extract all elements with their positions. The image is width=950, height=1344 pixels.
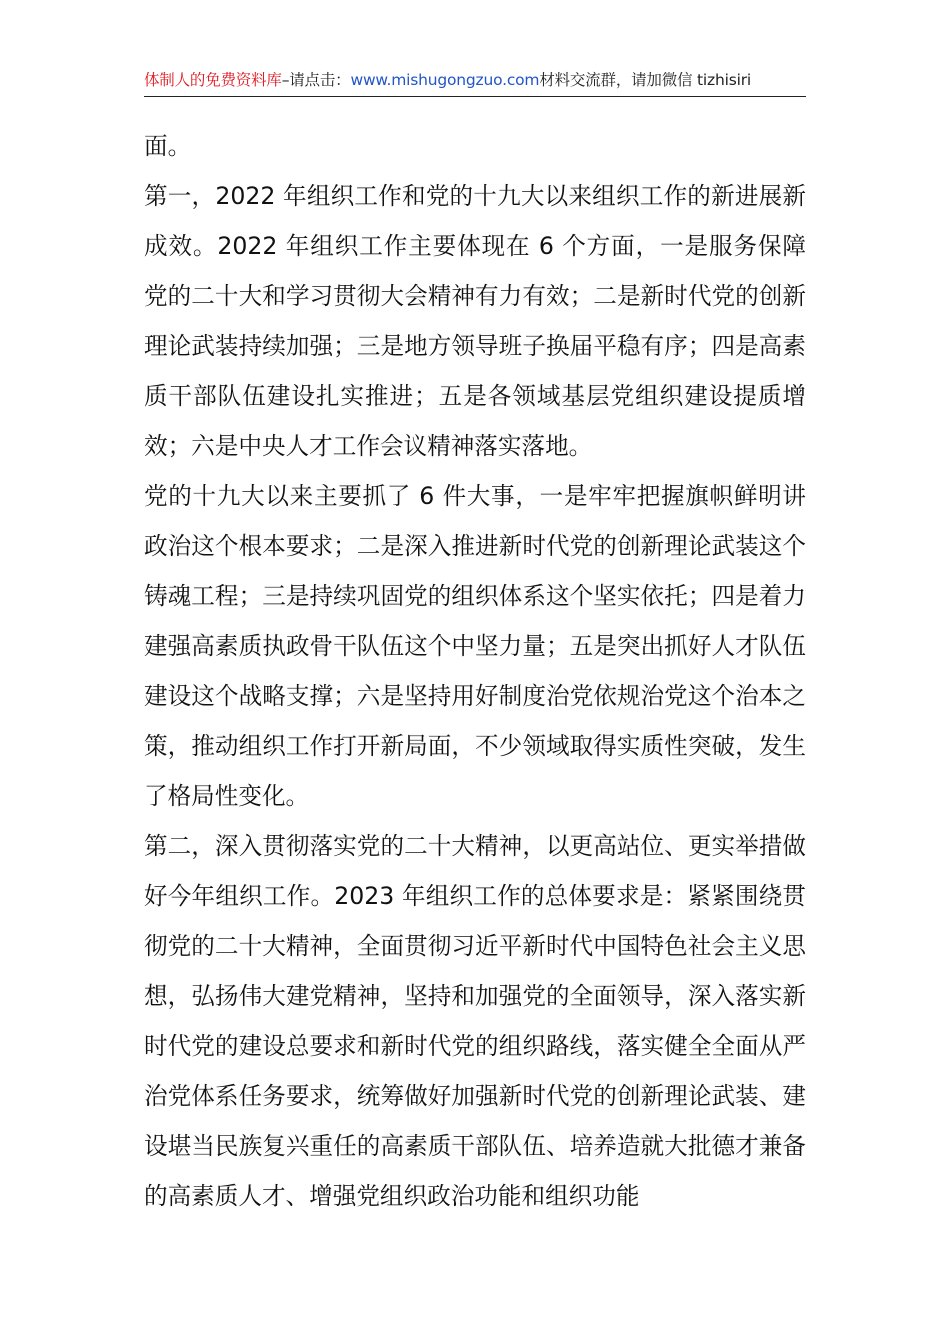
header-url-link[interactable]: www.mishugongzuo.com — [350, 71, 540, 89]
header-brand: 体制人的免费资料库 — [144, 71, 282, 89]
header-contact-text: 材料交流群，请加微信 tizhisiri — [539, 71, 751, 89]
paragraph: 党的十九大以来主要抓了 6 件大事，一是牢牢把握旗帜鲜明讲政治这个根本要求；二是深入推进新时代党的创新理论武装这个铸魂工程；三是持续巩固党的组织体系这个坚实依托；四是着力建强高素质执政骨干队伍这个中坚力量；五是突出抓好人才队伍建设这个战略支撑；六是坚持用好制度治党依规治党这个治本之策，推动组织工作打开新局面，不少领域取得实质性突破，发生了格局性变化。 — [144, 482, 806, 810]
paragraph: 面。 — [144, 132, 192, 160]
paragraph: 第一，2022 年组织工作和党的十九大以来组织工作的新进展新成效。2022 年组织工作主要体现在 6 个方面，一是服务保障党的二十大和学习贯彻大会精神有力有效；二是新时代党的创新理论武装持续加强；三是地方领导班子换届平稳有序；四是高素质干部队伍建设扎实推进；五是各领域基层党组织建设提质增效；六是中央人才工作会议精神落实落地。 — [144, 182, 806, 460]
page-header — [144, 66, 806, 97]
paragraph: 第二，深入贯彻落实党的二十大精神，以更高站位、更实举措做好今年组织工作。2023 年组织工作的总体要求是：紧紧围绕贯彻党的二十大精神，全面贯彻习近平新时代中国特色社会主义思想，弘扬伟大建党精神，坚持和加强党的全面领导，深入落实新时代党的建设总要求和新时代党的组织路线，落实健全全面从严治党体系任务要求，统筹做好加强新时代党的创新理论武装、建设堪当民族复兴重任的高素质干部队伍、培养造就大批德才兼备的高素质人才、增强党组织政治功能和组织功能 — [144, 832, 806, 1210]
document-body — [144, 121, 806, 1221]
header-prompt: –请点击： — [281, 71, 351, 89]
